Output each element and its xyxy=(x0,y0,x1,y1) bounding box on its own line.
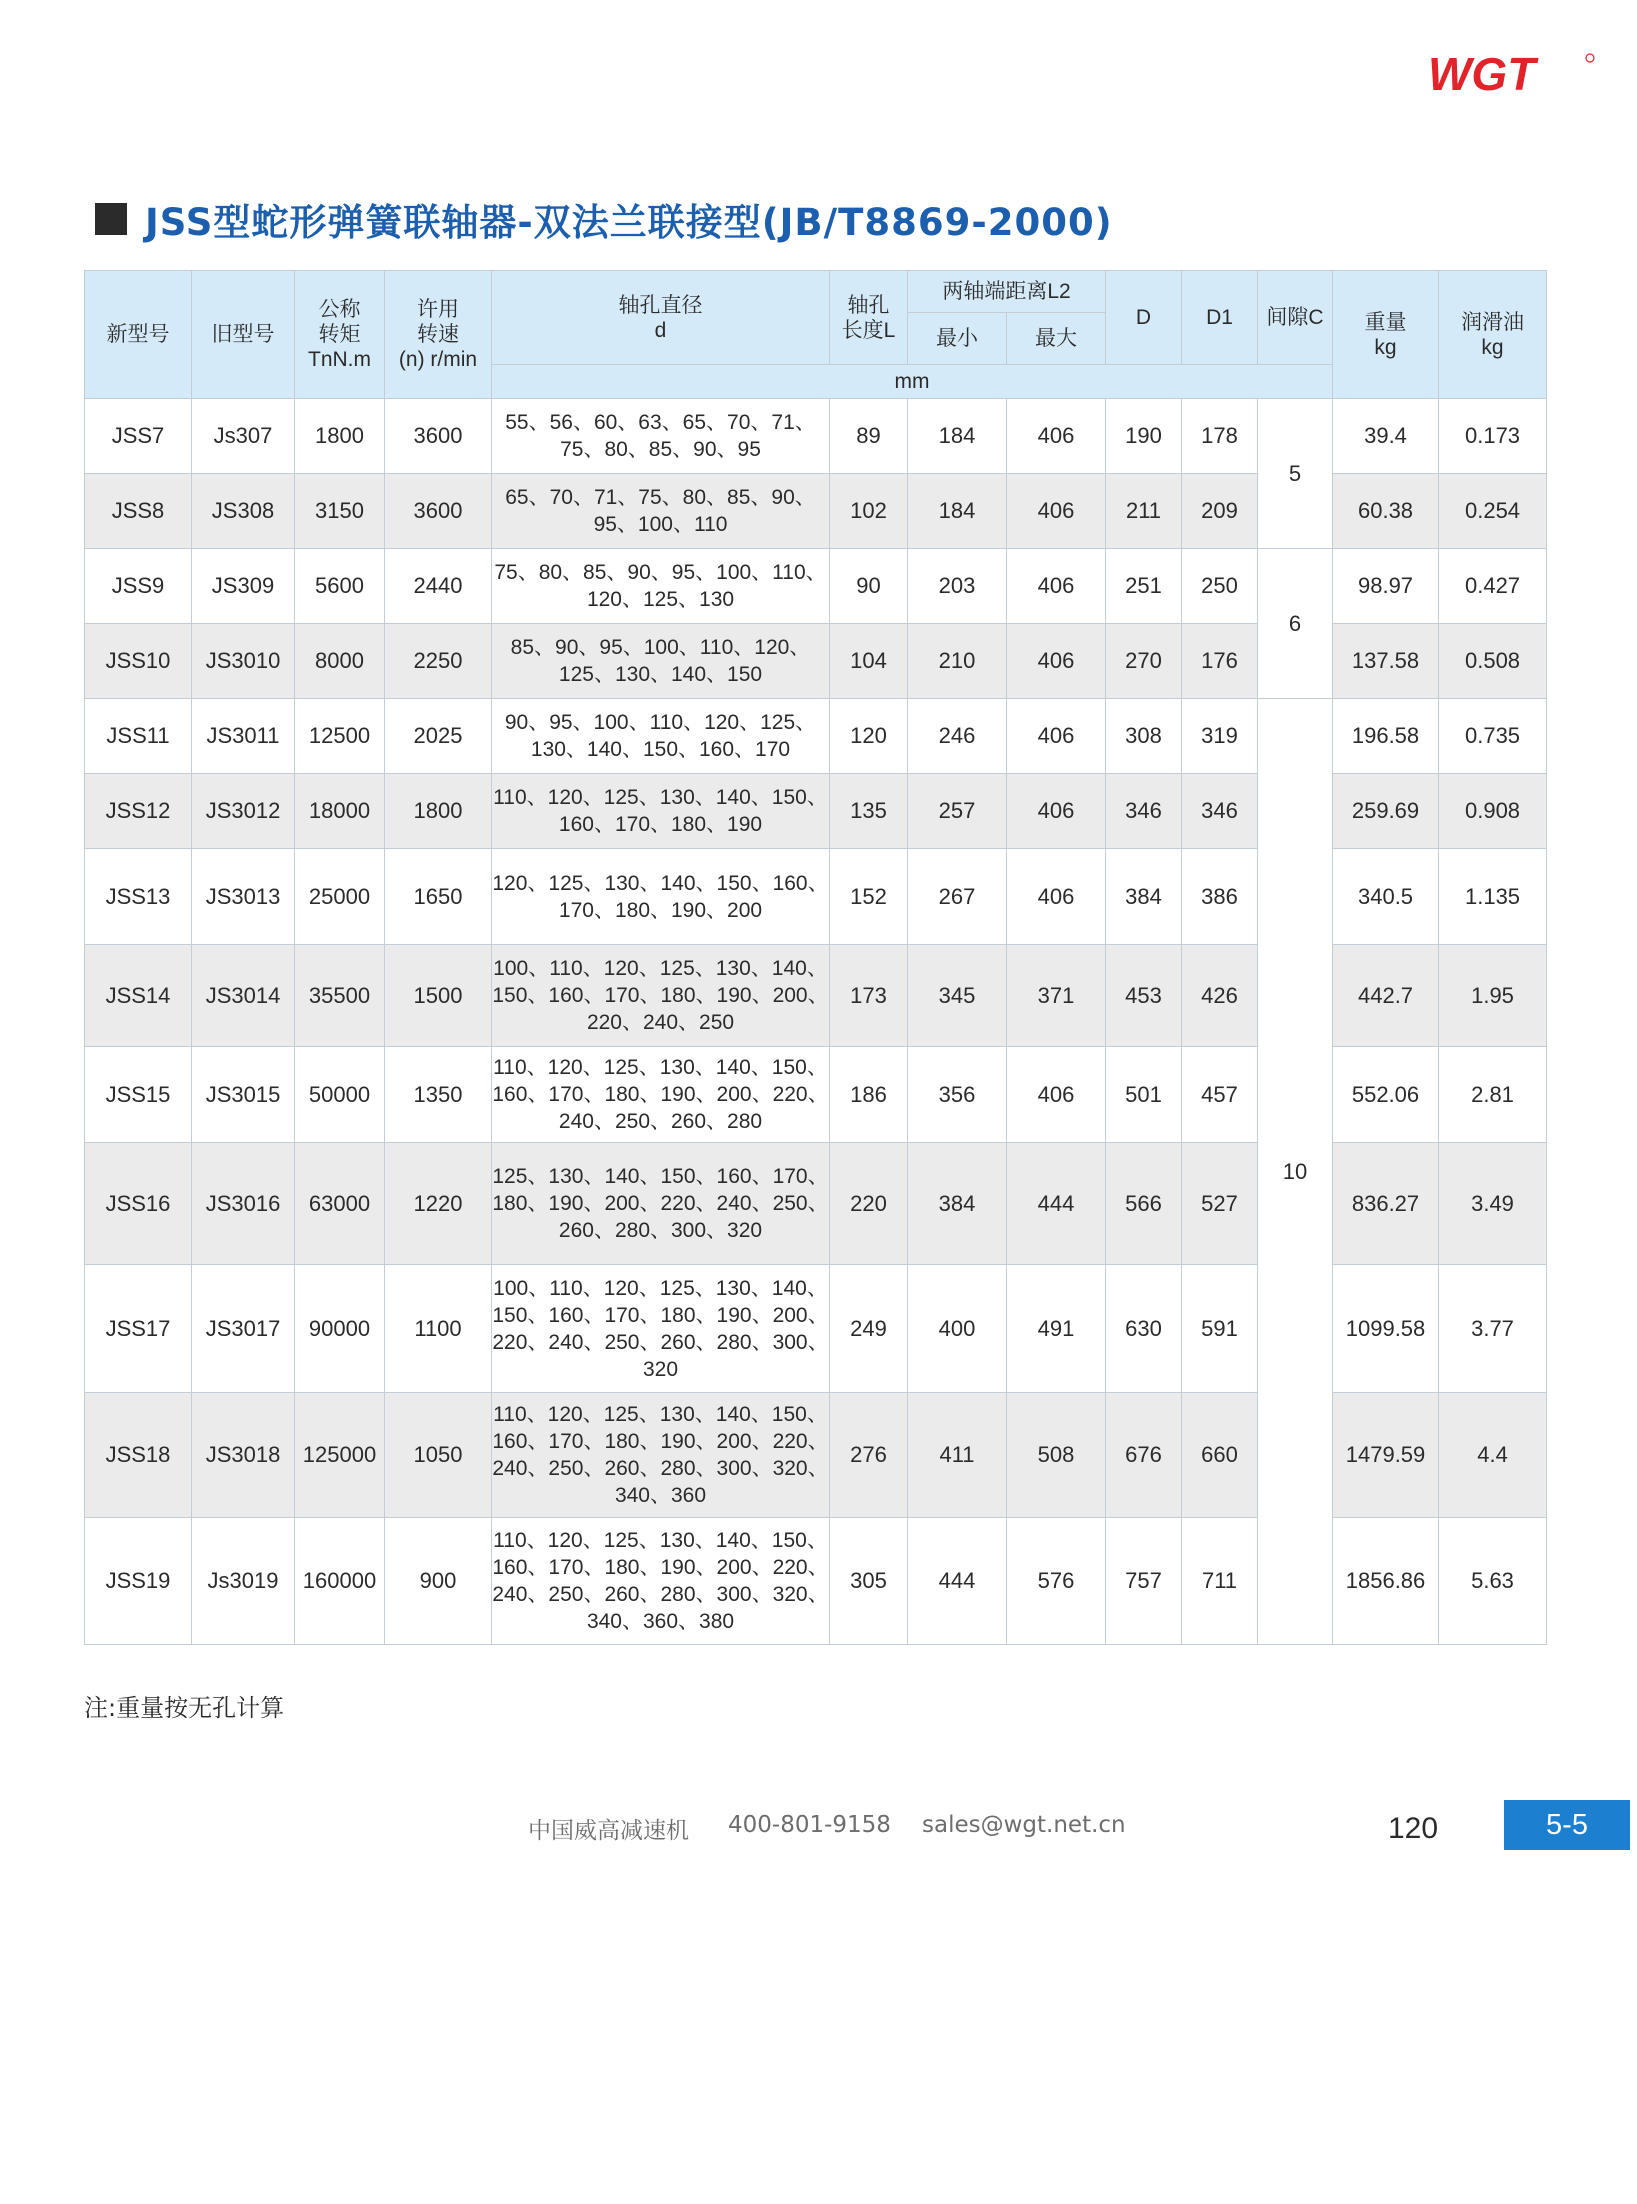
header-gap: 间隙C xyxy=(1258,271,1333,365)
cell-oil: 0.427 xyxy=(1439,549,1547,624)
cell-bore: 110、120、125、130、140、150、160、170、180、190、200、220、240、250、260、280 xyxy=(492,1047,830,1143)
cell-d1: 250 xyxy=(1182,549,1258,624)
cell-min: 184 xyxy=(908,399,1007,474)
cell-d: 211 xyxy=(1106,474,1182,549)
cell-max: 406 xyxy=(1007,474,1106,549)
cell-max: 508 xyxy=(1007,1393,1106,1518)
cell-gap: 5 xyxy=(1258,399,1333,549)
registered-mark-icon xyxy=(1586,54,1594,62)
cell-new: JSS11 xyxy=(85,699,192,774)
cell-weight: 340.5 xyxy=(1333,849,1439,945)
header-bore: 轴孔直径 d xyxy=(492,271,830,365)
cell-torque: 5600 xyxy=(295,549,385,624)
cell-d: 190 xyxy=(1106,399,1182,474)
cell-weight: 98.97 xyxy=(1333,549,1439,624)
cell-bore: 65、70、71、75、80、85、90、95、100、110 xyxy=(492,474,830,549)
cell-l: 220 xyxy=(830,1143,908,1265)
cell-bore: 110、120、125、130、140、150、160、170、180、190 xyxy=(492,774,830,849)
cell-d1: 319 xyxy=(1182,699,1258,774)
cell-max: 406 xyxy=(1007,774,1106,849)
cell-torque: 125000 xyxy=(295,1393,385,1518)
cell-d: 501 xyxy=(1106,1047,1182,1143)
cell-weight: 1479.59 xyxy=(1333,1393,1439,1518)
cell-new: JSS14 xyxy=(85,945,192,1047)
cell-speed: 1050 xyxy=(385,1393,492,1518)
cell-max: 406 xyxy=(1007,399,1106,474)
table-row xyxy=(85,699,1547,774)
cell-max: 406 xyxy=(1007,624,1106,699)
cell-weight: 442.7 xyxy=(1333,945,1439,1047)
cell-l: 152 xyxy=(830,849,908,945)
cell-weight: 259.69 xyxy=(1333,774,1439,849)
cell-oil: 1.95 xyxy=(1439,945,1547,1047)
cell-bore: 125、130、140、150、160、170、180、190、200、220、240、250、260、280、300、320 xyxy=(492,1143,830,1265)
cell-speed: 2250 xyxy=(385,624,492,699)
table-row xyxy=(85,399,1547,474)
cell-bore: 100、110、120、125、130、140、150、160、170、180、190、200、220、240、250 xyxy=(492,945,830,1047)
cell-d1: 346 xyxy=(1182,774,1258,849)
section-tab: 5-5 xyxy=(1504,1800,1630,1850)
cell-new: JSS13 xyxy=(85,849,192,945)
cell-d1: 426 xyxy=(1182,945,1258,1047)
cell-new: JSS9 xyxy=(85,549,192,624)
cell-weight: 137.58 xyxy=(1333,624,1439,699)
spec-table xyxy=(84,270,1547,1645)
cell-d1: 457 xyxy=(1182,1047,1258,1143)
cell-oil: 1.135 xyxy=(1439,849,1547,945)
cell-new: JSS7 xyxy=(85,399,192,474)
cell-bore: 55、56、60、63、65、70、71、75、80、85、90、95 xyxy=(492,399,830,474)
footer-company: 中国威高减速机 xyxy=(528,1818,689,1844)
cell-d: 676 xyxy=(1106,1393,1182,1518)
cell-old: Js307 xyxy=(192,399,295,474)
cell-weight: 836.27 xyxy=(1333,1143,1439,1265)
cell-old: Js3019 xyxy=(192,1518,295,1645)
cell-torque: 3150 xyxy=(295,474,385,549)
cell-weight: 552.06 xyxy=(1333,1047,1439,1143)
cell-min: 400 xyxy=(908,1265,1007,1393)
cell-min: 411 xyxy=(908,1393,1007,1518)
cell-d1: 711 xyxy=(1182,1518,1258,1645)
cell-d: 566 xyxy=(1106,1143,1182,1265)
wgt-logo xyxy=(1428,50,1596,96)
cell-gap: 10 xyxy=(1258,699,1333,1645)
cell-gap: 6 xyxy=(1258,549,1333,699)
cell-old: JS309 xyxy=(192,549,295,624)
cell-oil: 3.77 xyxy=(1439,1265,1547,1393)
cell-old: JS3017 xyxy=(192,1265,295,1393)
cell-d: 308 xyxy=(1106,699,1182,774)
cell-new: JSS8 xyxy=(85,474,192,549)
cell-min: 184 xyxy=(908,474,1007,549)
cell-oil: 4.4 xyxy=(1439,1393,1547,1518)
table-row xyxy=(85,549,1547,624)
cell-d: 453 xyxy=(1106,945,1182,1047)
cell-old: JS3016 xyxy=(192,1143,295,1265)
cell-new: JSS19 xyxy=(85,1518,192,1645)
cell-min: 267 xyxy=(908,849,1007,945)
cell-speed: 3600 xyxy=(385,399,492,474)
weight-note: 注:重量按无孔计算 xyxy=(84,1694,285,1722)
cell-min: 257 xyxy=(908,774,1007,849)
cell-new: JSS12 xyxy=(85,774,192,849)
cell-oil: 0.173 xyxy=(1439,399,1547,474)
header-oil: 润滑油 kg xyxy=(1439,271,1547,399)
cell-bore: 100、110、120、125、130、140、150、160、170、180、190、200、220、240、250、260、280、300、320 xyxy=(492,1265,830,1393)
cell-oil: 0.508 xyxy=(1439,624,1547,699)
cell-old: JS3018 xyxy=(192,1393,295,1518)
cell-oil: 0.908 xyxy=(1439,774,1547,849)
cell-max: 406 xyxy=(1007,849,1106,945)
header-speed: 许用 转速 (n) r/min xyxy=(385,271,492,399)
cell-old: JS308 xyxy=(192,474,295,549)
page-number: 120 xyxy=(1388,1812,1439,1845)
cell-min: 444 xyxy=(908,1518,1007,1645)
cell-new: JSS15 xyxy=(85,1047,192,1143)
cell-speed: 1350 xyxy=(385,1047,492,1143)
header-d1: D1 xyxy=(1182,271,1258,365)
cell-oil: 0.254 xyxy=(1439,474,1547,549)
cell-l: 102 xyxy=(830,474,908,549)
cell-speed: 2025 xyxy=(385,699,492,774)
cell-d: 384 xyxy=(1106,849,1182,945)
cell-oil: 2.81 xyxy=(1439,1047,1547,1143)
cell-speed: 1800 xyxy=(385,774,492,849)
cell-old: JS3013 xyxy=(192,849,295,945)
cell-l: 276 xyxy=(830,1393,908,1518)
cell-speed: 2440 xyxy=(385,549,492,624)
cell-old: JS3012 xyxy=(192,774,295,849)
cell-d: 251 xyxy=(1106,549,1182,624)
cell-l: 135 xyxy=(830,774,908,849)
cell-max: 371 xyxy=(1007,945,1106,1047)
cell-d1: 591 xyxy=(1182,1265,1258,1393)
cell-speed: 3600 xyxy=(385,474,492,549)
cell-speed: 1650 xyxy=(385,849,492,945)
cell-l: 90 xyxy=(830,549,908,624)
cell-old: JS3015 xyxy=(192,1047,295,1143)
header-unit-mm: mm xyxy=(492,365,1333,399)
cell-l: 186 xyxy=(830,1047,908,1143)
cell-d: 630 xyxy=(1106,1265,1182,1393)
cell-min: 210 xyxy=(908,624,1007,699)
cell-weight: 1099.58 xyxy=(1333,1265,1439,1393)
cell-old: JS3011 xyxy=(192,699,295,774)
cell-max: 406 xyxy=(1007,549,1106,624)
cell-old: JS3014 xyxy=(192,945,295,1047)
page-title xyxy=(95,192,1113,246)
cell-d1: 178 xyxy=(1182,399,1258,474)
cell-torque: 18000 xyxy=(295,774,385,849)
cell-new: JSS18 xyxy=(85,1393,192,1518)
cell-l: 104 xyxy=(830,624,908,699)
header-l2-min: 最小 xyxy=(908,313,1007,365)
header-l2-group: 两轴端距离L2 xyxy=(908,271,1106,313)
cell-new: JSS16 xyxy=(85,1143,192,1265)
footer-email[interactable]: sales@wgt.net.cn xyxy=(922,1812,1126,1838)
page-title-text: JSS型蛇形弹簧联轴器-双法兰联接型(JB/T8869-2000) xyxy=(145,201,1113,244)
cell-max: 576 xyxy=(1007,1518,1106,1645)
cell-new: JSS17 xyxy=(85,1265,192,1393)
cell-speed: 1500 xyxy=(385,945,492,1047)
cell-torque: 8000 xyxy=(295,624,385,699)
header-d: D xyxy=(1106,271,1182,365)
cell-oil: 0.735 xyxy=(1439,699,1547,774)
cell-d1: 176 xyxy=(1182,624,1258,699)
cell-l: 173 xyxy=(830,945,908,1047)
cell-torque: 25000 xyxy=(295,849,385,945)
cell-torque: 35500 xyxy=(295,945,385,1047)
cell-new: JSS10 xyxy=(85,624,192,699)
cell-weight: 39.4 xyxy=(1333,399,1439,474)
cell-torque: 63000 xyxy=(295,1143,385,1265)
title-square-icon xyxy=(95,203,127,235)
cell-weight: 1856.86 xyxy=(1333,1518,1439,1645)
cell-oil: 3.49 xyxy=(1439,1143,1547,1265)
header-length: 轴孔 长度L xyxy=(830,271,908,365)
cell-speed: 1220 xyxy=(385,1143,492,1265)
cell-l: 249 xyxy=(830,1265,908,1393)
cell-speed: 900 xyxy=(385,1518,492,1645)
header-new-model: 新型号 xyxy=(85,271,192,399)
cell-l: 305 xyxy=(830,1518,908,1645)
cell-torque: 50000 xyxy=(295,1047,385,1143)
cell-min: 356 xyxy=(908,1047,1007,1143)
cell-max: 406 xyxy=(1007,1047,1106,1143)
cell-l: 120 xyxy=(830,699,908,774)
cell-torque: 160000 xyxy=(295,1518,385,1645)
cell-speed: 1100 xyxy=(385,1265,492,1393)
cell-l: 89 xyxy=(830,399,908,474)
header-old-model: 旧型号 xyxy=(192,271,295,399)
cell-min: 345 xyxy=(908,945,1007,1047)
cell-old: JS3010 xyxy=(192,624,295,699)
cell-min: 246 xyxy=(908,699,1007,774)
logo-text: WGT xyxy=(1428,50,1536,96)
cell-d1: 386 xyxy=(1182,849,1258,945)
cell-max: 406 xyxy=(1007,699,1106,774)
header-torque: 公称 转矩 TnN.m xyxy=(295,271,385,399)
cell-weight: 60.38 xyxy=(1333,474,1439,549)
cell-max: 444 xyxy=(1007,1143,1106,1265)
cell-min: 384 xyxy=(908,1143,1007,1265)
cell-d: 270 xyxy=(1106,624,1182,699)
cell-d: 346 xyxy=(1106,774,1182,849)
cell-bore: 85、90、95、100、110、120、125、130、140、150 xyxy=(492,624,830,699)
cell-weight: 196.58 xyxy=(1333,699,1439,774)
cell-d1: 209 xyxy=(1182,474,1258,549)
cell-d1: 660 xyxy=(1182,1393,1258,1518)
cell-bore: 110、120、125、130、140、150、160、170、180、190、200、220、240、250、260、280、300、320、340、360 xyxy=(492,1393,830,1518)
cell-max: 491 xyxy=(1007,1265,1106,1393)
cell-torque: 90000 xyxy=(295,1265,385,1393)
cell-torque: 12500 xyxy=(295,699,385,774)
cell-bore: 75、80、85、90、95、100、110、120、125、130 xyxy=(492,549,830,624)
cell-min: 203 xyxy=(908,549,1007,624)
cell-torque: 1800 xyxy=(295,399,385,474)
cell-bore: 120、125、130、140、150、160、170、180、190、200 xyxy=(492,849,830,945)
cell-bore: 110、120、125、130、140、150、160、170、180、190、200、220、240、250、260、280、300、320、340、360、380 xyxy=(492,1518,830,1645)
cell-d1: 527 xyxy=(1182,1143,1258,1265)
cell-d: 757 xyxy=(1106,1518,1182,1645)
header-l2-max: 最大 xyxy=(1007,313,1106,365)
header-weight: 重量 kg xyxy=(1333,271,1439,399)
footer-phone: 400-801-9158 xyxy=(728,1812,891,1838)
cell-bore: 90、95、100、110、120、125、130、140、150、160、170 xyxy=(492,699,830,774)
cell-oil: 5.63 xyxy=(1439,1518,1547,1645)
